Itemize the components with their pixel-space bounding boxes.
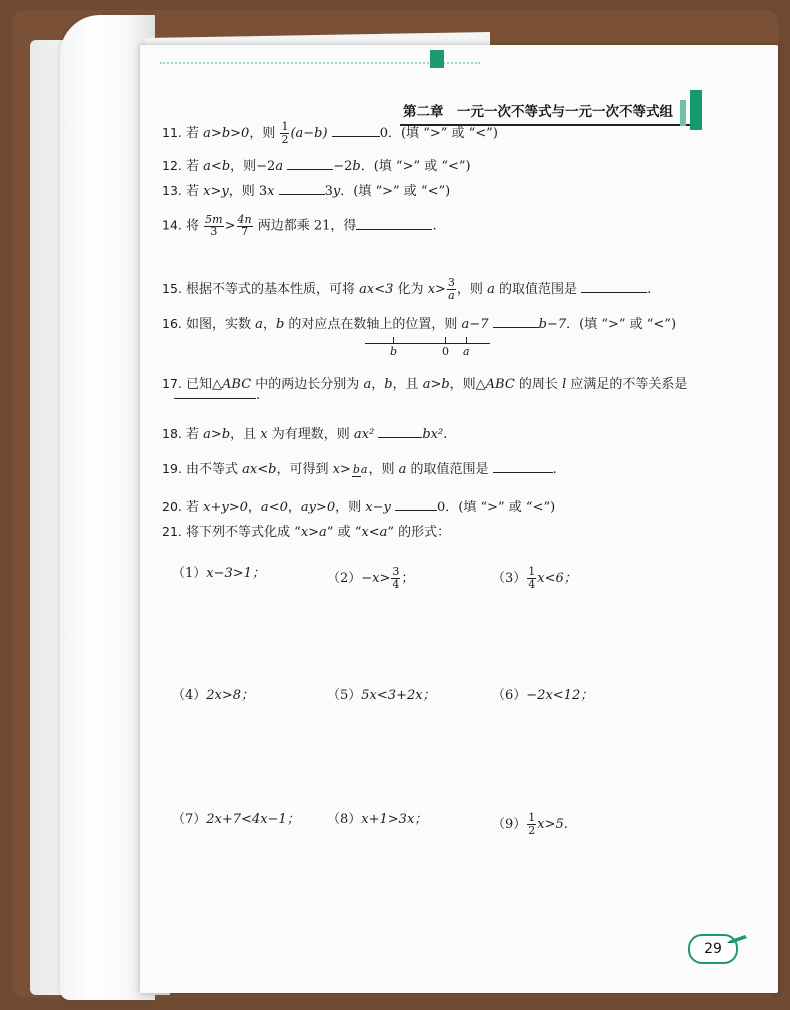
pencil-icon (727, 935, 747, 945)
answer-blank[interactable] (356, 217, 432, 230)
part-4: （4）2x>8； (172, 688, 255, 703)
question-11: 11. 若 a>b>0，则 $\frac{1}{2}$ (a−b) 0．(填 “>” 或 “<”) (162, 120, 498, 146)
question-18: 18. 若 a>b，且 x 为有理数，则 ax² bx². (162, 426, 448, 442)
part-5: （5）5x<3+2x； (327, 688, 436, 703)
fraction: $\frac{1}{4}$ (528, 565, 536, 591)
answer-blank[interactable] (174, 386, 256, 399)
answer-blank[interactable] (279, 182, 325, 195)
answer-blank[interactable] (493, 460, 553, 473)
part-1: （1）x−3>1； (172, 566, 265, 581)
question-12: 12. 若 a<b，则−2a −2b．(填 “>” 或 “<”) (162, 158, 471, 174)
fraction: ba (352, 462, 368, 476)
label-b: b (390, 345, 398, 358)
question-17: 17. 已知△ABC 中的两边长分别为 a，b，且 a>b，则△ABC 的周长 l 应满足的不等关系是 (162, 376, 688, 392)
tick-zero (445, 337, 446, 344)
fraction: $\frac{3}{4}$ (392, 565, 400, 591)
question-19: 19. 由不等式 ax<b，可得到 x> ba，则 a 的取值范围是 . (162, 461, 557, 477)
accent-bar-dark (690, 90, 702, 130)
label-a: a (463, 345, 470, 358)
question-17-answer-line: . (174, 386, 260, 404)
part-8: （8）x+1>3x； (327, 812, 428, 827)
part-6: （6）−2x<12； (492, 688, 594, 703)
part-9: （9） $\frac{1}{2}$ x>5. (492, 811, 568, 837)
tick-a (466, 337, 467, 344)
question-13: 13. 若 x>y，则 3x 3y．(填 “>” 或 “<”) (162, 183, 451, 199)
page-number: 29 (688, 934, 738, 964)
label-zero: 0 (442, 345, 449, 358)
number-line (365, 343, 490, 344)
fraction: $\frac{1}{2}$ (528, 811, 536, 837)
fraction: $\frac{3}{a}$ (447, 276, 455, 302)
chapter-title: 第二章 一元一次不等式与一元一次不等式组 (403, 104, 673, 120)
answer-blank[interactable] (493, 315, 539, 328)
question-15: 15. 根据不等式的基本性质，可将 ax<3 化为 x> $\frac{3}{a}$，则 a 的取值范围是 . (162, 276, 652, 302)
part-3: （3） $\frac{1}{4}$ x<6； (492, 565, 577, 591)
part-2: （2）−x> $\frac{3}{4}$ ； (327, 565, 415, 591)
fraction: $\frac{5m}{3}$ (205, 213, 223, 238)
fraction: $\frac{4n}{7}$ (237, 213, 252, 238)
tick-b (393, 337, 394, 344)
answer-blank[interactable] (395, 498, 437, 511)
question-14: 14. 将 $\frac{5m}{3}$ $>\frac{4n}{7}$ 两边都乘 21，得 . (162, 213, 437, 238)
fraction: $\frac{1}{2}$ (281, 120, 289, 146)
answer-blank[interactable] (332, 124, 380, 137)
accent-bar-light (680, 100, 686, 126)
answer-blank[interactable] (378, 425, 422, 438)
answer-blank[interactable] (287, 157, 333, 170)
answer-blank[interactable] (581, 280, 647, 293)
question-20: 20. 若 x+y>0，a<0，ay>0，则 x−y 0．(填 “>” 或 “<”) (162, 499, 556, 515)
question-21: 21. 将下列不等式化成 “x>a” 或 “x<a” 的形式： (162, 524, 451, 540)
question-16: 16. 如图，实数 a，b 的对应点在数轴上的位置，则 a−7 b−7．(填 “>” 或 “<”) (162, 316, 677, 332)
green-tab (430, 50, 444, 68)
part-7: （7）2x+7<4x−1； (172, 812, 300, 827)
